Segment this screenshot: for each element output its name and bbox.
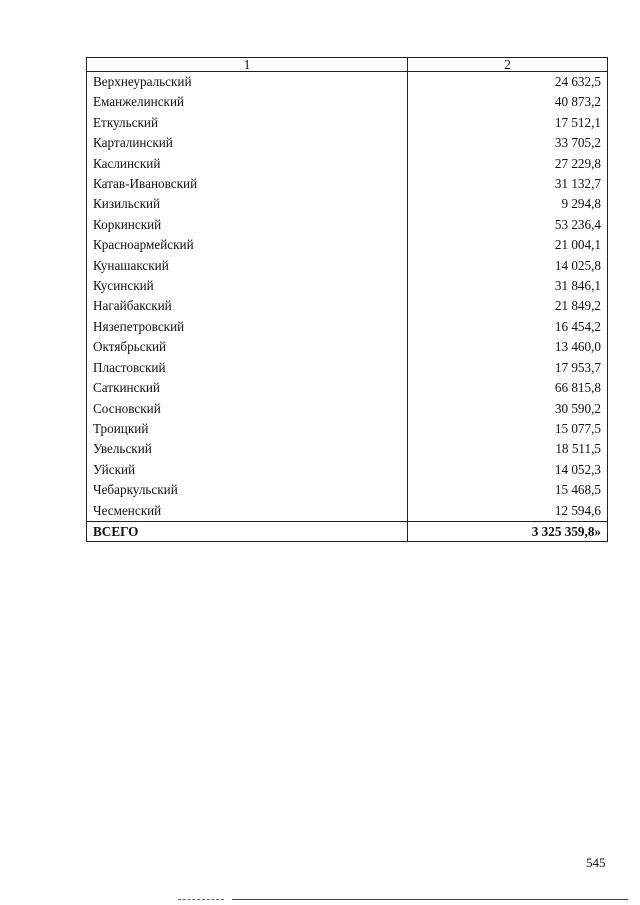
district-name: Каслинский <box>87 154 408 174</box>
table-row <box>87 358 608 378</box>
district-amount: 30 590,2 <box>408 399 608 419</box>
table-row <box>87 194 608 214</box>
column-header-2: 2 <box>408 58 608 72</box>
district-name: Сосновский <box>87 399 408 419</box>
district-amount: 40 873,2 <box>408 92 608 112</box>
table-row <box>87 276 608 296</box>
district-amount: 14 025,8 <box>408 256 608 276</box>
table-row <box>87 113 608 133</box>
district-amount: 66 815,8 <box>408 378 608 398</box>
district-name: Красноармейский <box>87 235 408 255</box>
district-amount: 14 052,3 <box>408 460 608 480</box>
district-name: Коркинский <box>87 215 408 235</box>
table-row <box>87 419 608 439</box>
total-row <box>87 521 608 541</box>
district-amount: 33 705,2 <box>408 133 608 153</box>
district-name: Чесменский <box>87 501 408 522</box>
column-header-1: 1 <box>87 58 408 72</box>
district-name: Октябрьский <box>87 337 408 357</box>
table-row <box>87 215 608 235</box>
table-row <box>87 92 608 112</box>
table-row <box>87 460 608 480</box>
district-amount: 15 077,5 <box>408 419 608 439</box>
table-row <box>87 399 608 419</box>
table-row <box>87 501 608 522</box>
district-amount: 31 846,1 <box>408 276 608 296</box>
table-body <box>87 72 608 522</box>
district-amount: 21 849,2 <box>408 296 608 316</box>
district-name: Нагайбакский <box>87 296 408 316</box>
table-row <box>87 235 608 255</box>
district-amount: 15 468,5 <box>408 480 608 500</box>
district-name: Карталинский <box>87 133 408 153</box>
district-name: Чебаркульский <box>87 480 408 500</box>
district-amount: 17 512,1 <box>408 113 608 133</box>
district-name: Пластовский <box>87 358 408 378</box>
footer-dash <box>178 899 224 900</box>
budget-table <box>86 57 608 542</box>
district-amount: 27 229,8 <box>408 154 608 174</box>
district-name: Саткинский <box>87 378 408 398</box>
district-name: Кунашакский <box>87 256 408 276</box>
district-name: Еткульский <box>87 113 408 133</box>
district-amount: 31 132,7 <box>408 174 608 194</box>
table-row <box>87 174 608 194</box>
table-row <box>87 317 608 337</box>
district-amount: 9 294,8 <box>408 194 608 214</box>
table-row <box>87 480 608 500</box>
district-name: Катав-Ивановский <box>87 174 408 194</box>
district-name: Уйский <box>87 460 408 480</box>
district-name: Верхнеуральский <box>87 72 408 93</box>
table-row <box>87 256 608 276</box>
district-amount: 17 953,7 <box>408 358 608 378</box>
footer-rule <box>232 899 628 900</box>
table-row <box>87 72 608 93</box>
district-amount: 18 511,5 <box>408 439 608 459</box>
district-amount: 12 594,6 <box>408 501 608 522</box>
table-row <box>87 439 608 459</box>
district-amount: 16 454,2 <box>408 317 608 337</box>
page-number: 545 <box>586 855 606 870</box>
district-amount: 24 632,5 <box>408 72 608 93</box>
table-row <box>87 133 608 153</box>
district-amount: 21 004,1 <box>408 235 608 255</box>
district-amount: 53 236,4 <box>408 215 608 235</box>
district-name: Троицкий <box>87 419 408 439</box>
district-name: Нязепетровский <box>87 317 408 337</box>
table-row <box>87 296 608 316</box>
district-name: Кусинский <box>87 276 408 296</box>
table-row <box>87 154 608 174</box>
table-row <box>87 378 608 398</box>
district-amount: 13 460,0 <box>408 337 608 357</box>
total-label: ВСЕГО <box>87 521 408 541</box>
district-name: Кизильский <box>87 194 408 214</box>
district-name: Еманжелинский <box>87 92 408 112</box>
district-name: Увельский <box>87 439 408 459</box>
table-row <box>87 337 608 357</box>
header-row <box>87 58 608 72</box>
total-amount: 3 325 359,8» <box>408 521 608 541</box>
